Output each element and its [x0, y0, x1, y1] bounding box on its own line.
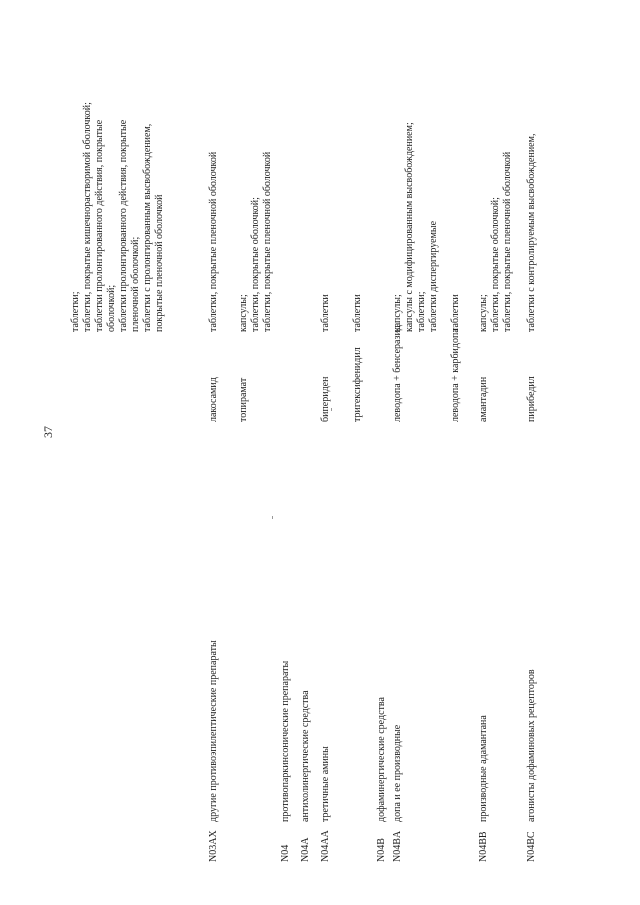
- dosage-form-line: таблетки: [352, 294, 363, 332]
- pharmacological-group: противопаркинсонические препараты: [280, 660, 291, 822]
- pharmacological-group: допа и ее производные: [392, 724, 403, 822]
- dosage-form-line: таблетки, покрытые оболочкой;: [250, 197, 261, 332]
- dosage-form-line: таблетки;: [70, 291, 81, 332]
- dosage-form-line: таблетки пролонгированного действия, покрытые: [94, 119, 105, 332]
- dosage-forms: [392, 62, 440, 332]
- dosage-form-line: капсулы;: [238, 294, 249, 332]
- dosage-form-line: покрытые пленочной оболочкой: [154, 194, 165, 332]
- dosage-form-line: оболочкой;: [106, 284, 117, 332]
- pharmacological-group: антихолинергические средства: [300, 690, 311, 822]
- pharmacological-group: производные адамантана: [478, 715, 489, 822]
- dosage-form-line: таблетки, покрытые пленочной оболочкой: [502, 151, 513, 332]
- pharmacological-group: другие противоэпилептические препараты: [208, 640, 219, 822]
- pharmacological-group: агонисты дофаминовых рецепторов: [526, 669, 537, 822]
- drug-name: тригексифенидил: [352, 347, 363, 422]
- dosage-form-line: таблетки, покрытые пленочной оболочкой: [208, 151, 219, 332]
- dosage-forms: [238, 62, 274, 332]
- dosage-form-line: капсулы;: [392, 294, 403, 332]
- dosage-form-line: таблетки: [320, 294, 331, 332]
- atc-code: N04BA: [392, 830, 403, 862]
- scan-speck: [331, 408, 332, 411]
- dosage-forms: [208, 62, 220, 332]
- dosage-form-line: таблетки: [450, 294, 461, 332]
- pharmacological-group: дофаминергические средства: [376, 697, 387, 822]
- dosage-form-line: таблетки, покрытые оболочкой;: [490, 197, 501, 332]
- drug-name: топирамат: [238, 377, 249, 422]
- drug-name: леводопа + бенсеразид: [392, 325, 403, 422]
- dosage-form-line: таблетки, покрытые пленочной оболочкой: [262, 151, 273, 332]
- scan-speck: [272, 516, 273, 519]
- dosage-form-line: капсулы с модифицированным высвобождением;: [404, 122, 415, 332]
- drug-name: лакосамид: [208, 377, 219, 422]
- dosage-forms: [70, 62, 166, 332]
- dosage-forms: [526, 62, 538, 332]
- drug-name: пирибедил: [526, 376, 537, 422]
- atc-code: N03AX: [208, 830, 219, 862]
- atc-code: N04BC: [526, 831, 537, 862]
- atc-code: N04AA: [320, 830, 331, 862]
- atc-code: N04BB: [478, 831, 489, 862]
- drug-name: леводопа + карбидопа: [450, 328, 461, 422]
- dosage-forms: [352, 62, 364, 332]
- atc-code: N04: [280, 844, 291, 862]
- dosage-form-line: таблетки пролонгированного действия, покрытые: [118, 119, 129, 332]
- dosage-form-line: таблетки с контролируемым высвобождением,: [526, 133, 537, 332]
- dosage-forms: [320, 62, 332, 332]
- drug-table: [70, 62, 630, 862]
- drug-name: амантадин: [478, 376, 489, 422]
- dosage-form-line: таблетки, покрытые кишечнорастворимой оболочкой;: [82, 102, 93, 332]
- page-number: 37: [41, 426, 55, 438]
- dosage-forms: [478, 62, 514, 332]
- atc-code: N04B: [376, 838, 387, 862]
- dosage-form-line: таблетки;: [416, 291, 427, 332]
- dosage-form-line: таблетки диспергируемые: [428, 220, 439, 332]
- dosage-form-line: капсулы;: [478, 294, 489, 332]
- dosage-form-line: пленочной оболочкой;: [130, 236, 141, 332]
- dosage-forms: [450, 62, 462, 332]
- pharmacological-group: третичные амины: [320, 746, 331, 822]
- atc-code: N04A: [300, 837, 311, 862]
- drug-name: бипериден: [320, 376, 331, 422]
- dosage-form-line: таблетки с пролонгированным высвобождением,: [142, 123, 153, 332]
